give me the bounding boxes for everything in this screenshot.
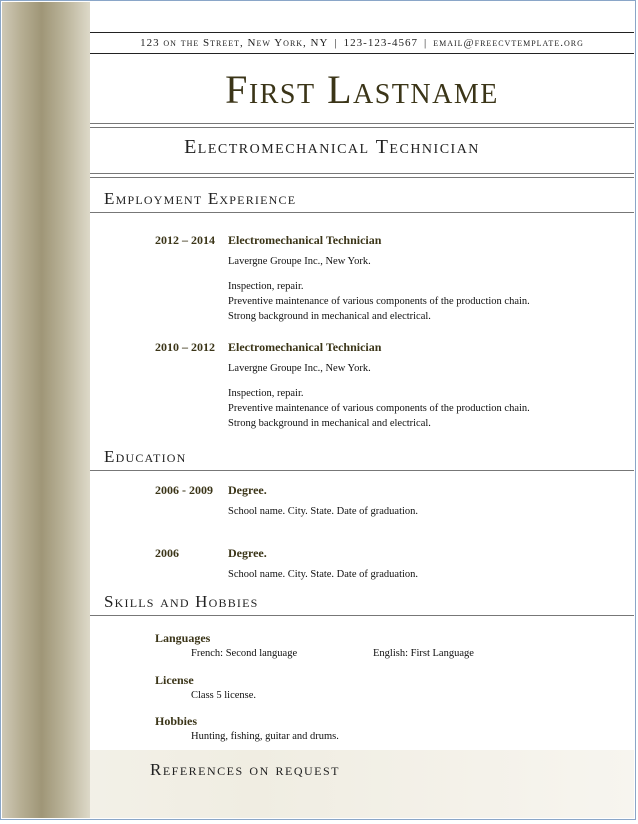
section-rule: [90, 470, 634, 471]
education-degree: Degree.: [228, 483, 267, 497]
job-duty: Preventive maintenance of various components of the production chain.: [228, 403, 530, 414]
decorative-side-bar: [2, 2, 90, 818]
contact-strip: [90, 32, 634, 54]
job-company: Lavergne Groupe Inc., New York.: [228, 256, 371, 267]
section-heading-employment: Employment Experience: [104, 189, 297, 208]
divider: [90, 177, 634, 178]
contact-separator: |: [334, 37, 338, 49]
education-degree: Degree.: [228, 546, 267, 560]
section-rule: [90, 212, 634, 213]
license-item: Class 5 license.: [191, 690, 257, 701]
references-note: References on request: [149, 760, 340, 779]
hobbies-item: Hunting, fishing, guitar and drums.: [191, 731, 339, 742]
section-heading-education: Education: [104, 447, 187, 466]
job-position: Electromechanical Technician: [228, 233, 382, 247]
education-details: School name. City. State. Date of graduation.: [228, 569, 419, 580]
job-duty: Inspection, repair.: [228, 281, 304, 292]
job-dates: 2010 – 2012: [155, 340, 215, 354]
job-duty: Strong background in mechanical and electrical.: [228, 311, 431, 322]
contact-address: 123 on the Street, New York, NY: [140, 37, 329, 49]
skills-hobbies-label: Hobbies: [155, 714, 198, 728]
education-details: School name. City. State. Date of graduation.: [228, 506, 419, 517]
education-dates: 2006 - 2009: [155, 483, 213, 497]
contact-email: email@freecvtemplate.org: [433, 37, 584, 49]
candidate-name: First Lastname: [225, 67, 499, 112]
skills-license-label: License: [155, 673, 194, 687]
divider: [90, 127, 634, 128]
language-item: French: Second language: [191, 648, 298, 659]
job-duty: Inspection, repair.: [228, 388, 304, 399]
divider: [90, 123, 634, 124]
language-item: English: First Language: [373, 648, 474, 659]
divider: [90, 173, 634, 174]
job-position: Electromechanical Technician: [228, 340, 382, 354]
education-dates: 2006: [155, 546, 179, 560]
section-rule: [90, 615, 634, 616]
section-heading-skills: Skills and Hobbies: [104, 592, 259, 611]
job-company: Lavergne Groupe Inc., New York.: [228, 363, 371, 374]
job-dates: 2012 – 2014: [155, 233, 215, 247]
contact-phone: 123-123-4567: [343, 37, 418, 49]
job-duty: Preventive maintenance of various components of the production chain.: [228, 296, 530, 307]
job-duty: Strong background in mechanical and electrical.: [228, 418, 431, 429]
job-title: Electromechanical Technician: [184, 136, 480, 158]
skills-languages-label: Languages: [155, 631, 211, 645]
contact-separator: |: [423, 37, 428, 49]
